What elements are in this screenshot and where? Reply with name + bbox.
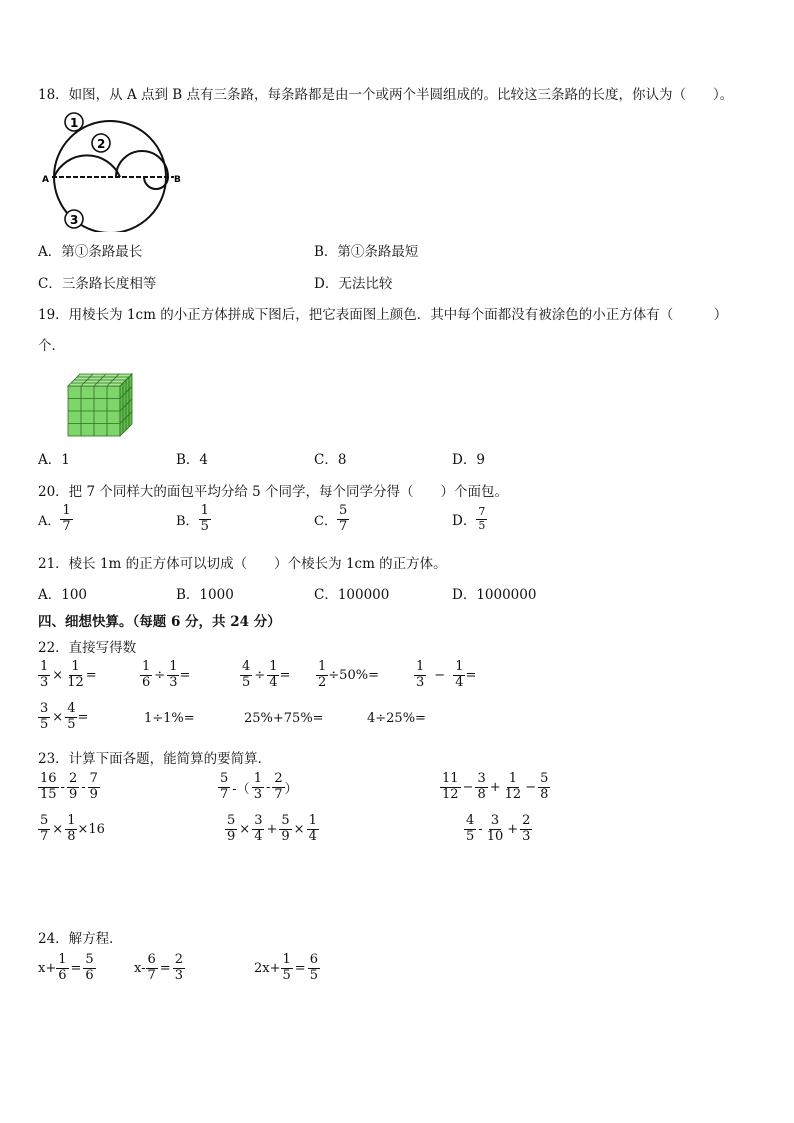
q19-option-b[interactable]: B．4 [176,452,209,468]
q23-title: 23．计算下面各题，能简算的要简算． [38,751,272,767]
fraction: 4 5 [466,813,475,844]
q18-option-c[interactable]: C．三条路长度相等 [38,276,157,292]
fraction: $\frac{3}{4}$ [254,813,263,844]
label-1: 1 [70,116,79,130]
fraction: $\frac{1}{3}$ [169,659,178,690]
fraction: $\frac{3}{8}$ [477,771,486,802]
q22-expr-1: $\frac{1}{3}$ × $\frac{1}{12}$ = [40,659,97,690]
fraction: $\frac{5}{7}$ [40,813,49,844]
fraction: 1 3 [253,771,262,802]
q19-option-c[interactable]: C．8 [314,452,347,468]
q22-expr-9: 4÷25%= [367,711,426,726]
fraction: 5 7 [338,503,348,534]
fraction: $\frac{5}{9}$ [227,813,236,844]
q23-expr-6: 4 5 - 3 10 + $\frac{2}{3}$ [466,813,531,844]
fraction: $\frac{1}{4}$ [455,659,464,690]
q19-option-a[interactable]: A．1 [38,452,70,468]
q21-option-a[interactable]: A．100 [38,587,88,603]
fraction: $\frac{1}{5}$ [282,952,291,983]
label-b: B [174,175,181,185]
q18-option-d[interactable]: D．无法比较 [314,276,393,292]
q18-option-b[interactable]: B．第①条路最短 [314,244,419,260]
q23-expr-1: 16 15 - 2 9 - 7 9 [40,771,98,802]
fraction: 1 5 [200,503,209,534]
q20-option-d[interactable]: D． 7 5 [452,505,486,532]
fraction: $\frac{1}{4}$ [269,659,278,690]
q24-equation-2: x- $\frac{6}{7}$ = $\frac{2}{3}$ [134,952,183,983]
fraction: 2 9 [68,771,78,802]
q23-expr-3: 11 12 − $\frac{3}{8}$ + $\frac{1}{12}$ − $\frac{5}{8}$ [442,771,549,802]
q18-option-a[interactable]: A．第①条路最长 [38,244,143,260]
label-2: 2 [97,137,106,151]
q23-expr-2: 5 7 -（ 1 3 - 2 7 ） [220,771,298,802]
label-3: 3 [70,213,79,227]
fraction: $\frac{2}{3}$ [522,813,531,844]
fraction: $\frac{6}{5}$ [309,952,318,983]
q22-expr-6: $\frac{3}{5}$ × $\frac{4}{5}$ = [40,701,89,732]
q21-option-c[interactable]: C．100000 [314,587,390,603]
q20-text: 20．把 7 个同样大的面包平均分给 5 个同学，每个同学分得（ ）个面包。 [38,484,509,500]
fraction: $\frac{1}{3}$ [40,659,49,690]
path2-right-arc [116,151,168,177]
q22-expr-2: $\frac{1}{6}$ ÷ $\frac{1}{3}$ = [142,659,191,690]
fraction: $\frac{1}{8}$ [67,813,76,844]
q20-option-a[interactable]: A． 1 7 [38,503,71,534]
fraction: $\frac{4}{5}$ [67,701,76,732]
section4-title: 四、细想快算。（每题 6 分，共 24 分） [38,614,281,630]
label-a: A [42,175,49,185]
fraction: $\frac{1}{4}$ [308,813,317,844]
fraction: $\frac{1}{2}$ [318,659,327,690]
fraction: $\frac{5}{8}$ [540,771,549,802]
q19-cube-figure [66,372,140,438]
fraction: $\frac{3}{5}$ [40,701,49,732]
fraction: $\frac{1}{6}$ [58,952,67,983]
fraction: 7 9 [89,771,98,802]
q22-expr-8: 25%+75%= [244,711,324,726]
path2-left-arc [54,155,120,177]
q21-option-b[interactable]: B．1000 [176,587,234,603]
fraction: 2 7 [274,771,283,802]
fraction: $\frac{1}{12}$ [504,771,522,802]
fraction: 1 7 [62,503,71,534]
fraction: $\frac{5}{9}$ [281,813,290,844]
q20-option-c[interactable]: C． 5 7 [314,503,348,534]
q24-equation-3: 2x+ $\frac{1}{5}$ = $\frac{6}{5}$ [254,952,318,983]
q19-text-line2: 个． [38,338,65,354]
q18-text: 18．如图，从 A 点到 B 点有三条路，每条路都是由一个或两个半圆组成的。比较这三条路的长度，你认为（ ）。 [38,87,734,103]
q24-equation-1: x+ $\frac{1}{6}$ = $\frac{5}{6}$ [38,952,94,983]
fraction: $\frac{6}{7}$ [147,952,156,983]
fraction: 1 3 [416,659,425,690]
q24-title: 24．解方程． [38,931,123,947]
q22-expr-5: 1 3 − $\frac{1}{4}$ = [416,659,477,690]
fraction: 3 10 [486,813,504,844]
q21-text: 21．棱长 1m 的正方体可以切成（ ）个棱长为 1cm 的正方体。 [38,556,447,572]
fraction: 11 12 [442,771,459,802]
q19-text-line1: 19．用棱长为 1cm 的小正方体拼成下图后，把它表面图上颜色．其中每个面都没有被涂色的小正方体有（ ） [38,307,728,323]
q23-expr-5: $\frac{5}{9}$ × $\frac{3}{4}$ + $\frac{5}{9}$ × $\frac{1}{4}$ [227,813,317,844]
q19-option-d[interactable]: D．9 [452,452,485,468]
fraction: 7 5 [478,505,486,532]
q22-expr-7: 1÷1%= [144,711,195,726]
fraction: 5 7 [220,771,229,802]
q20-option-b[interactable]: B． 1 5 [176,503,209,534]
fraction: $\frac{4}{5}$ [242,659,251,690]
fraction: $\frac{1}{12}$ [67,659,84,690]
fraction: 16 15 [40,771,57,802]
fraction: $\frac{1}{6}$ [142,659,151,690]
fraction: $\frac{2}{3}$ [174,952,183,983]
q22-expr-4: $\frac{1}{2}$ ÷50%= [318,659,379,690]
q21-option-d[interactable]: D．1000000 [452,587,537,603]
q23-expr-4: $\frac{5}{7}$ × $\frac{1}{8}$ ×16 [40,813,105,844]
q22-title: 22．直接写得数 [38,640,137,656]
q18-semicircle-figure [40,110,200,232]
q22-expr-3: $\frac{4}{5}$ ÷ $\frac{1}{4}$ = [242,659,291,690]
fraction: $\frac{5}{6}$ [85,952,94,983]
